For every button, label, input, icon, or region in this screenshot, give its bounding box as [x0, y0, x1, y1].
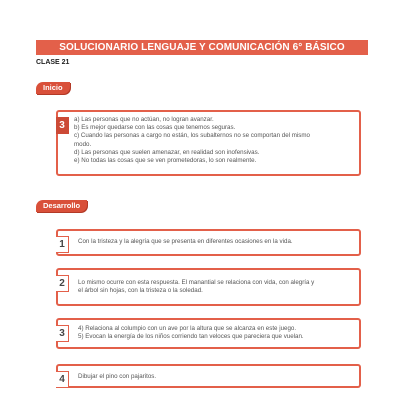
desarrollo-answer-box-4: [56, 364, 361, 388]
section-tag-inicio: Inicio: [36, 82, 70, 94]
answer-line: 5) Evocan la energía de los niños corriendo tan veloces que pareciera que vuelan.: [78, 333, 304, 341]
answer-text: [78, 325, 353, 341]
answer-line-e: e) No todas las cosas que se ven prometedoras, lo son realmente.: [74, 157, 257, 165]
answer-line: 4) Relaciona al columpio con un ave por la altura que se alcanza en este juego.: [78, 325, 297, 332]
desarrollo-answer-box-2: [56, 268, 361, 306]
desarrollo-answer-box-1: [56, 229, 361, 256]
item-number: 3: [56, 325, 69, 342]
answer-line-c-cont: modo.: [74, 140, 92, 148]
class-label: CLASE 21: [36, 59, 70, 66]
answer-lines: [74, 116, 353, 165]
answer-text: [78, 279, 353, 295]
answer-line-b: b) Es mejor quedarse con las cosas que tenemos seguras.: [74, 124, 236, 132]
answer-line: Lo mismo ocurre con esta respuesta. El manantial se relaciona con vida, con alegría y: [78, 279, 315, 286]
answer-line-d: d) Las personas que suelen amenazar, en realidad son inofensivas.: [74, 148, 260, 156]
item-number: 2: [56, 275, 69, 292]
answer-line: Con la tristeza y la alegría que se presenta en diferentes ocasiones en la vida.: [78, 238, 293, 245]
answer-text: [78, 238, 353, 246]
document-title: SOLUCIONARIO LENGUAJE Y COMUNICACIÓN 6° BÁSICO: [36, 40, 368, 55]
answer-text: [78, 373, 353, 381]
desarrollo-answer-box-3: [56, 318, 361, 349]
item-number: 4: [56, 371, 69, 388]
item-number: 3: [56, 117, 69, 134]
inicio-answer-box: [56, 110, 361, 176]
answer-line: Dibujar el pino con pajaritos.: [78, 373, 157, 380]
answer-line-c: c) Cuando las personas a cargo no están, los subalternos no se comportan del mismo: [74, 132, 310, 140]
item-number: 1: [56, 236, 69, 253]
answer-line-a: a) Las personas que no actúan, no logran avanzar.: [74, 116, 214, 123]
answer-line: el árbol sin hojas, con la tristeza o la soledad.: [78, 287, 203, 295]
section-tag-desarrollo: Desarrollo: [36, 200, 87, 212]
